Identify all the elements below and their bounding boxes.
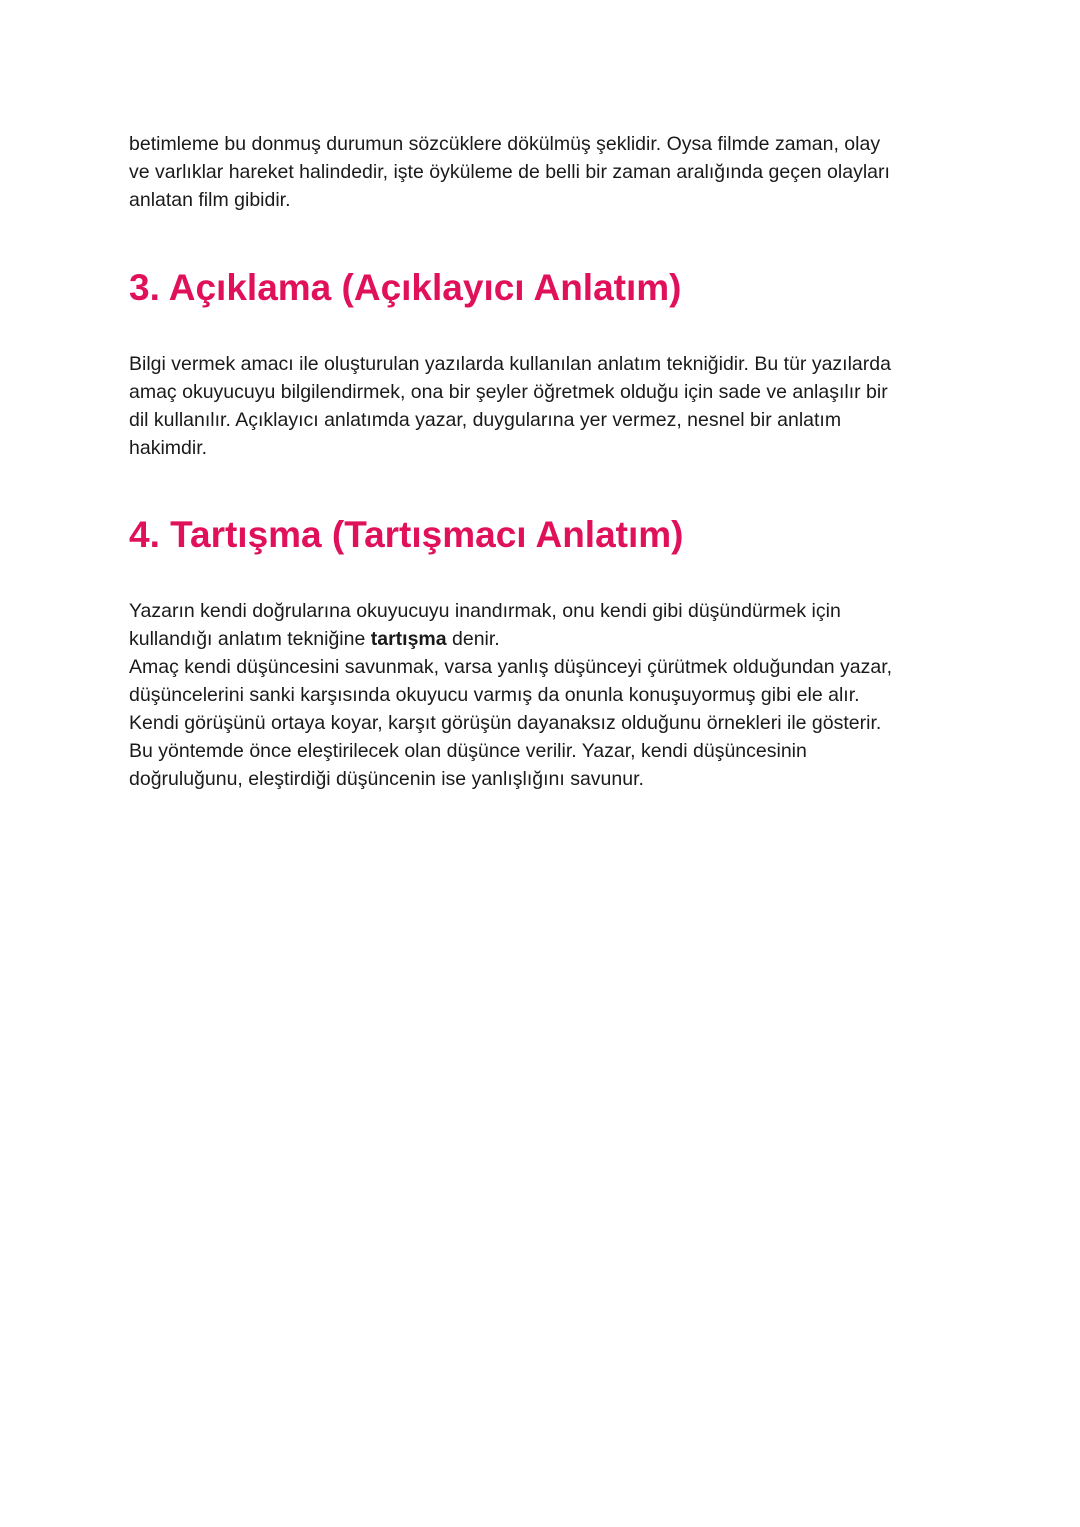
section-4-heading: 4. Tartışma (Tartışmacı Anlatım): [129, 514, 684, 555]
section-4-line-with-bold: [129, 625, 959, 653]
section-4-line: doğruluğunu, eleştirdiği düşüncenin ise yanlışlığını savunur.: [129, 768, 644, 790]
section-4-line: Yazarın kendi doğrularına okuyucuyu inandırmak, onu kendi gibi düşündürmek için: [129, 600, 841, 622]
section-4-line: Amaç kendi düşüncesini savunmak, varsa yanlış düşünceyi çürütmek olduğundan yazar,: [129, 656, 893, 678]
intro-line: anlatan film gibidir.: [129, 189, 291, 211]
section-3-line: Bilgi vermek amacı ile oluşturulan yazılarda kullanılan anlatım tekniğidir. Bu tür yazılarda: [129, 353, 891, 375]
section-4-line: düşüncelerini sanki karşısında okuyucu varmış da onunla konuşuyormuş gibi ele alır.: [129, 684, 860, 706]
intro-line: betimleme bu donmuş durumun sözcüklere dökülmüş şeklidir. Oysa filmde zaman, olay: [129, 133, 881, 155]
section-4-text: denir.: [446, 628, 500, 650]
section-4-line: Bu yöntemde önce eleştirilecek olan düşünce verilir. Yazar, kendi düşüncesinin: [129, 740, 807, 762]
section-4-line: Kendi görüşünü ortaya koyar, karşıt görüşün dayanaksız olduğunu örnekleri ile gösterir.: [129, 712, 882, 734]
section-3-line: amaç okuyucuyu bilgilendirmek, ona bir şeyler öğretmek olduğu için sade ve anlaşılır bir: [129, 381, 888, 403]
intro-line: ve varlıklar hareket halindedir, işte öyküleme de belli bir zaman aralığında geçen olayları: [129, 161, 890, 183]
bold-term: tartışma: [370, 628, 447, 650]
section-3-heading: 3. Açıklama (Açıklayıcı Anlatım): [129, 267, 682, 308]
section-3-line: dil kullanılır. Açıklayıcı anlatımda yazar, duygularına yer vermez, nesnel bir anlatım: [129, 409, 842, 431]
intro-paragraph: [129, 130, 959, 214]
section-3-line: hakimdir.: [129, 437, 208, 459]
section-3-paragraph: [129, 350, 959, 462]
document-page: [129, 130, 959, 793]
section-4-paragraph: [129, 597, 959, 793]
section-4-text: kullandığı anlatım tekniğine: [129, 628, 371, 650]
